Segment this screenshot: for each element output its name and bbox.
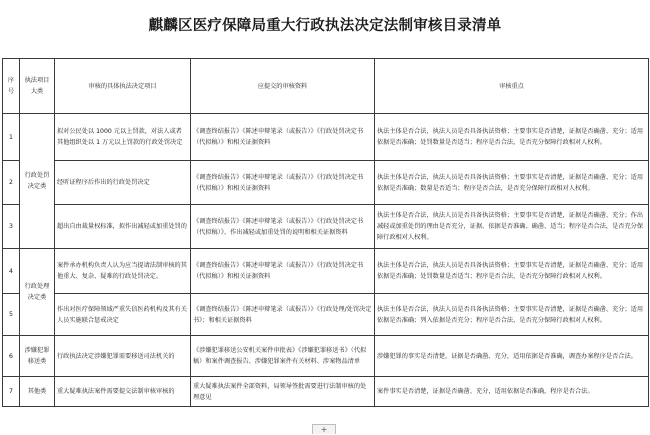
header-item: 审核的具体执法决定项目 (55, 59, 191, 114)
row-materials: 重大疑难执法案件全部资料，局领导签批需要进行法制审核的处理意见 (191, 377, 375, 407)
header-materials: 应提交的审核资料 (191, 59, 375, 114)
header-category: 执法项目大类 (20, 59, 55, 114)
row-number: 3 (3, 205, 20, 249)
row-item: 作出对医疗保障领域严重失信医药机构及其有关人员实施联合惩戒决定 (55, 294, 191, 336)
row-materials: 《调查终结报告》《陈述申辩笔录（或报告）》《行政处罚决定书（代拟稿）》和相关证据资料 (191, 114, 375, 161)
table-row (3, 161, 649, 205)
row-materials: 《调查终结报告》《陈述申辩笔录（或报告）》《行政处罚决定书（代拟稿）》和相关证据资料 (191, 249, 375, 294)
row-item: 经听证程序后作出的行政处罚决定 (55, 161, 191, 205)
row-number: 2 (3, 161, 20, 205)
row-key-points: 执法主体是否合法，执法人员是否具备执法资格；主要事实是否清楚，证据是否确凿、充分；适用依据是否准确；数量是否适当；程序是否合法，是否充分保障行政相对人权利。 (375, 161, 649, 205)
row-key-points: 执法主体是否合法，执法人员是否具备执法资格；主要事实是否清楚，证据是否确凿、充分；适用依据是否准确；列入依据是否充分；程序是否合法，是否充分保障行政相对人权利。 (375, 294, 649, 336)
row-category: 其他类 (20, 377, 55, 407)
table-row (3, 294, 649, 336)
row-category: 行政处理决定类 (20, 249, 55, 336)
table-row (3, 114, 649, 161)
row-key-points: 执法主体是否合法，执法人员是否具备执法资格；主要事实是否清楚，证据是否确凿、充分；适用依据是否准确；处罚数量是否适当；程序是否合法，是否充分保障行政相对人权利。 (375, 114, 649, 161)
row-number: 7 (3, 377, 20, 407)
row-category: 涉嫌犯罪移送类 (20, 336, 55, 377)
row-category: 行政处罚决定类 (20, 114, 55, 249)
row-materials: 《调查终结报告》《陈述申辩笔录（或报告）》《行政处罚决定书（代拟稿）》、作出减轻或加重处罚的说明和相关证据资料 (191, 205, 375, 249)
row-number: 6 (3, 336, 20, 377)
table-header-row (3, 59, 649, 114)
row-key-points: 案件事实是否清楚，证据是否确凿、充分，适用依据是否准确，程序是否合法。 (375, 377, 649, 407)
table-row (3, 377, 649, 407)
row-number: 1 (3, 114, 20, 161)
row-item: 重大疑难执法案件需要提交法制审核审核的 (55, 377, 191, 407)
header-key-points: 审核重点 (375, 59, 649, 114)
row-materials: 《涉嫌犯罪移送公安机关案件审批表》《涉嫌犯罪移送书》（代拟稿）和案件调查报告、涉嫌犯罪案件有关材料、涉案物品清单 (191, 336, 375, 377)
table-row (3, 336, 649, 377)
row-item: 行政执法决定涉嫌犯罪需要移送司法机关的 (55, 336, 191, 377)
add-sheet-button[interactable]: + (312, 424, 336, 434)
review-catalog-table (2, 58, 649, 407)
table-row (3, 249, 649, 294)
row-item: 超出自由裁量权标准，拟作出减轻或加重处罚的 (55, 205, 191, 249)
header-no: 序号 (3, 59, 20, 114)
row-materials: 《调查终结报告》《陈述申辩笔录（或报告）》《行政处理/处罚决定书》；和相关证据资料 (191, 294, 375, 336)
row-number: 4 (3, 249, 20, 294)
row-key-points: 涉嫌犯罪的事实是否清楚，证据是否确凿、充分，适用依据是否准确，调查办案程序是否合法。 (375, 336, 649, 377)
row-item: 拟对公民处以 1000 元以上罚款，对法人或者其他组织处以 1 万元以上罚款的行政处罚决定 (55, 114, 191, 161)
row-item: 案件承办机构负责人认为应当提请法制审核的其他重大、复杂、疑难的行政处罚决定。 (55, 249, 191, 294)
row-materials: 《调查终结报告》《陈述申辩笔录（或报告）》《行政处罚决定书（代拟稿）》和相关证据资料 (191, 161, 375, 205)
row-number: 5 (3, 294, 20, 336)
row-key-points: 执法主体是否合法，执法人员是否具备执法资格；主要事实是否清楚，证据是否确凿、充分；作出减轻或加重处罚的理由是否充分，证据、依据是否准确、确凿、适当；程序是否合法，是否充分保障行政相对人权利。 (375, 205, 649, 249)
row-key-points: 执法主体是否合法，执法人员是否具备执法资格；主要事实是否清楚，证据是否确凿、充分；适用依据是否准确；处罚数量是否适当；程序是否合法，是否充分保障行政相对人权利。 (375, 249, 649, 294)
table-row (3, 205, 649, 249)
page-title: 麒麟区医疗保障局重大行政执法决定法制审核目录清单 (148, 18, 502, 34)
